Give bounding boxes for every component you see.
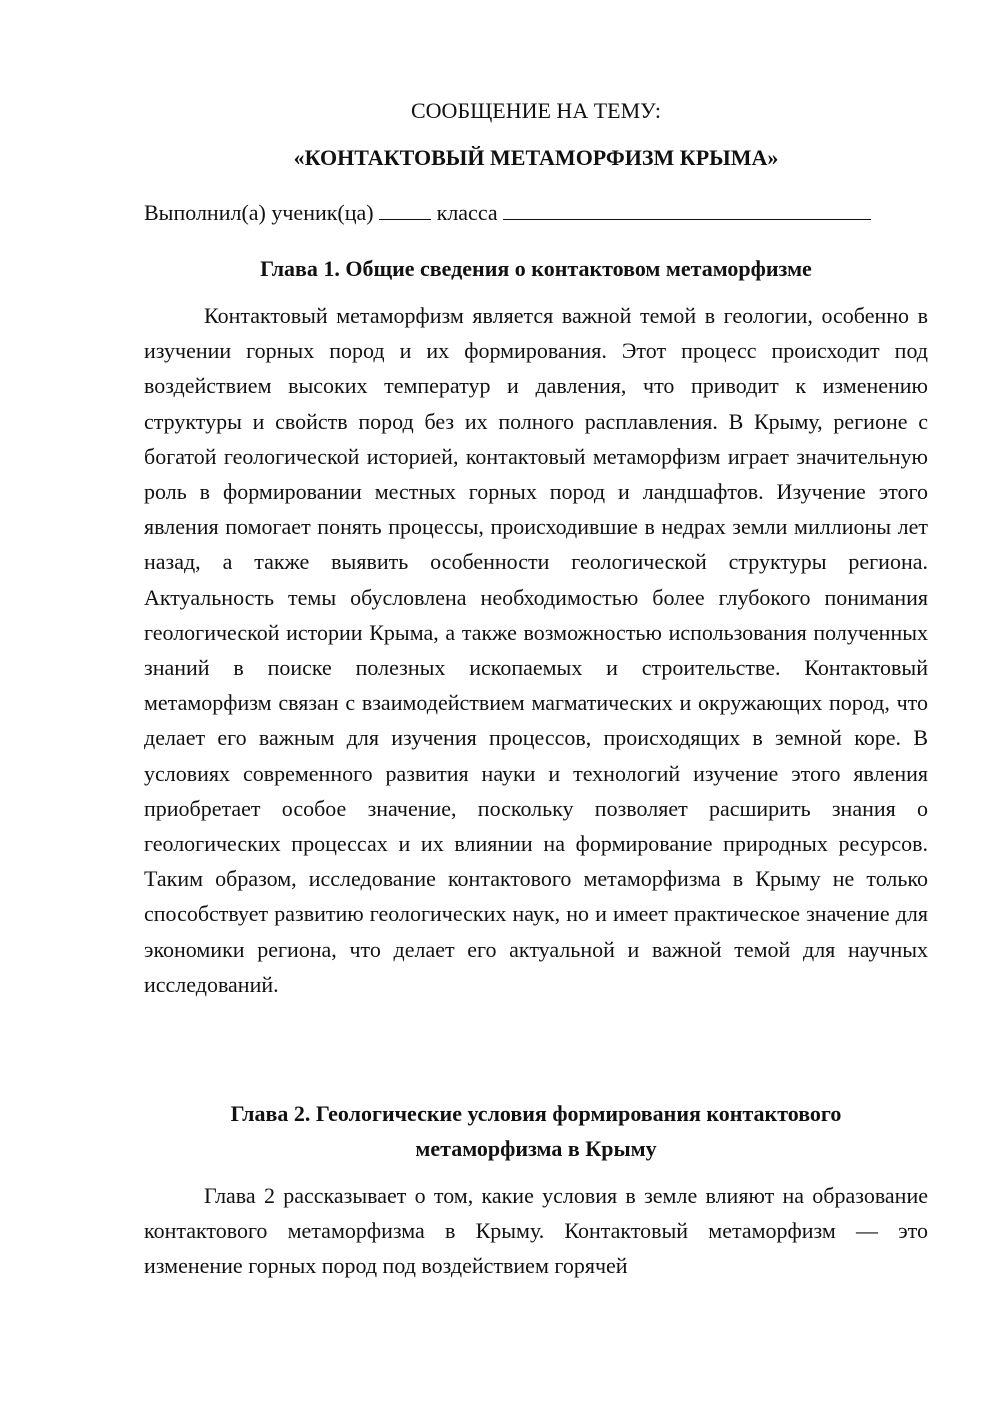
class-label: класса [436,200,498,225]
name-blank-field[interactable] [503,199,871,220]
chapter2-paragraph: Глава 2 рассказывает о том, какие условия в земле влияют на образование контактового метаморфизма в Крыму. Контактовый метаморфизм — это изменение горных пород под воздействием горячей [144,1183,928,1279]
document-title-line1: СООБЩЕНИЕ НА ТЕМУ: [411,98,661,123]
author-line [144,195,928,230]
chapter2-heading [144,1096,928,1166]
document-title-line2: «КОНТАКТОВЫЙ МЕТАМОРФИЗМ КРЫМА» [293,145,779,170]
chapter2-heading-line1: Глава 2. Геологические условия формирования контактового [230,1101,842,1126]
grade-blank-field[interactable] [379,199,431,220]
chapter1-heading: Глава 1. Общие сведения о контактовом метаморфизме [260,256,812,281]
author-prefix: Выполнил(а) ученик(ца) [144,200,374,225]
chapter1-paragraph: Контактовый метаморфизм является важной темой в геологии, особенно в изучении горных пород и их формирования. Этот процесс происходит под воздействием высоких температур и давления, что приводит к изменению структуры и свойств пород без их полного расплавления. В Крыму, регионе с богатой геологической историей, контактовый метаморфизм играет значительную роль в формировании местных горных пород и ландшафтов. Изучение этого явления помогает понять процессы, происходившие в недрах земли миллионы лет назад, а также выявить особенности геологической структуры региона. Актуальность темы обусловлена необходимостью более глубокого понимания геологической истории Крыма, а также возможностью использования полученных знаний в поиске полезных ископаемых и строительстве. Контактовый метаморфизм связан с взаимодействием магматических и окружающих пород, что делает его важным для изучения процессов, происходящих в земной коре. В условиях современного развития науки и технологий изучение этого явления приобретает особое значение, поскольку позволяет расширить знания о геологических процессах и их влиянии на формирование природных ресурсов. Таким образом, исследование контактового метаморфизма в Крыму не только способствует развитию геологических наук, но и имеет практическое значение для экономики региона, что делает его актуальной и важной темой для научных исследований. [144,303,928,997]
chapter2-heading-line2: метаморфизма в Крыму [415,1136,657,1161]
